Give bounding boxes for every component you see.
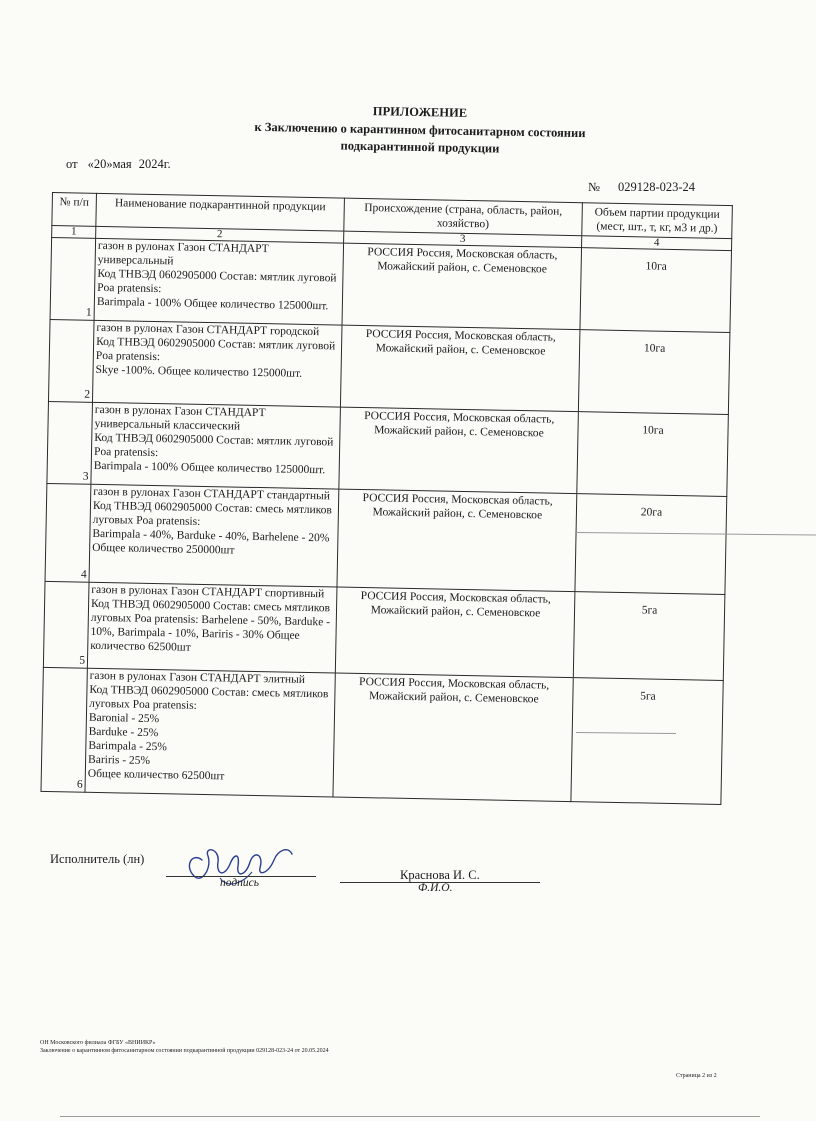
- product-volume: 10га: [577, 412, 729, 497]
- table-row: [43, 581, 725, 680]
- product-volume: 20га: [575, 494, 727, 595]
- signer-name: Краснова И. С.: [400, 868, 480, 882]
- document-title: ПРИЛОЖЕНИЕ: [372, 104, 468, 120]
- document-number: [588, 180, 695, 195]
- date-prefix: от: [66, 157, 78, 171]
- table-row: [48, 319, 729, 414]
- table-row: [50, 238, 731, 333]
- row-number: 1: [50, 238, 96, 321]
- number-value: 029128-023-24: [617, 180, 696, 194]
- col-number-3: 3: [344, 231, 582, 248]
- product-name: газон в рулонах Газон СТАНДАРТ городской Код ТНВЭД 0602905000 Состав: мятлик луговой Poa pratensis: Skye -100%. Общее количество 125000шт.: [92, 320, 342, 407]
- col-number-2: 2: [96, 226, 344, 243]
- product-origin: РОССИЯ Россия, Московская область, Можайский район, с. Семеновское: [340, 325, 580, 412]
- row-number: 3: [47, 401, 93, 484]
- date-value: «20»мая 2024г.: [87, 157, 171, 171]
- date-line: [66, 157, 171, 172]
- table-row: [41, 667, 723, 804]
- document-subtitle-2: подкарантинной продукции: [340, 138, 500, 156]
- product-origin: РОССИЯ Россия, Московская область, Можайский район, с. Семеновское: [342, 243, 582, 330]
- footer-document-ref: Заключение о карантинном фитосанитарном состоянии подкарантинной продукции 029128-023-24 от 20.05.2024: [40, 1048, 329, 1054]
- header-volume: Объем партии продукции (мест, шт., т, кг, м3 и др.): [582, 203, 733, 239]
- product-volume: 10га: [578, 330, 730, 415]
- col-number-4: 4: [582, 236, 732, 251]
- product-volume: 10га: [580, 248, 732, 333]
- product-origin: РОССИЯ Россия, Московская область, Можайский район, с. Семеновское: [335, 587, 575, 678]
- product-origin: РОССИЯ Россия, Московская область, Можайский район, с. Семеновское: [339, 407, 579, 494]
- product-volume: 5га: [571, 678, 723, 805]
- signature-caption: подпись: [220, 877, 260, 889]
- header-name: Наименование подкарантинной продукции: [96, 193, 345, 231]
- row-number: 4: [45, 483, 91, 582]
- product-name: газон в рулонах Газон СТАНДАРТ элитный Код ТНВЭД 0602905000 Состав: смесь мятликов луговых Poa pratensis: Baronial - 25% Barduke - 25% Barimpala - 25% Bariris - 25% Общее количество 62500шт: [85, 668, 335, 797]
- header-origin: Происхождение (страна, область, район, хозяйство): [344, 198, 583, 236]
- col-number-1: 1: [52, 226, 96, 239]
- page-number: Страница 2 из 2: [676, 1073, 717, 1079]
- fio-caption: Ф.И.О.: [418, 882, 453, 894]
- product-origin: РОССИЯ Россия, Московская область, Можайский район, с. Семеновское: [333, 673, 573, 802]
- products-table: [40, 192, 732, 805]
- footer-organization: ОН Московского филиала ФГБУ «ВНИИКР»: [40, 1040, 156, 1046]
- product-name: газон в рулонах Газон СТАНДАРТ универсальный Код ТНВЭД 0602905000 Состав: мятлик луговой Poa pratensis: Barimpala - 100% Общее количество 125000шт.: [94, 238, 344, 325]
- row-number: 2: [48, 319, 94, 402]
- product-name: газон в рулонах Газон СТАНДАРТ стандартный Код ТНВЭД 0602905000 Состав: смесь мятликов луговых Poa pratensis: Barimpala - 40%, Barduke - 40%, Barhelene - 20% Общее количество 250000шт: [89, 484, 339, 587]
- header-num: № п/п: [52, 193, 97, 227]
- product-origin: РОССИЯ Россия, Московская область, Можайский район, с. Семеновское: [337, 489, 577, 592]
- scan-edge-line: [60, 1116, 760, 1117]
- row-number: 6: [41, 667, 87, 792]
- product-volume: 5га: [573, 592, 725, 681]
- table-row: [45, 483, 727, 594]
- row-number: 5: [43, 581, 89, 668]
- product-name: газон в рулонах Газон СТАНДАРТ универсальный классический Код ТНВЭД 0602905000 Состав: мятлик луговой Poa pratensis: Barimpala - 100% Общее количество 125000шт.: [91, 402, 341, 489]
- table-row: [47, 401, 728, 496]
- product-name: газон в рулонах Газон СТАНДАРТ спортивный Код ТНВЭД 0602905000 Состав: смесь мятликов луговых Poa pratensis: Barhelene - 50%, Barduke - 10%, Barimpala - 10%, Bariris - 30% Общее количество 62500шт: [87, 582, 337, 673]
- executor-label: Исполнитель (лн): [50, 852, 145, 866]
- products-table-wrapper: [40, 192, 732, 845]
- number-label: №: [588, 180, 600, 194]
- document-subtitle: к Заключению о карантинном фитосанитарном состоянии: [254, 119, 586, 141]
